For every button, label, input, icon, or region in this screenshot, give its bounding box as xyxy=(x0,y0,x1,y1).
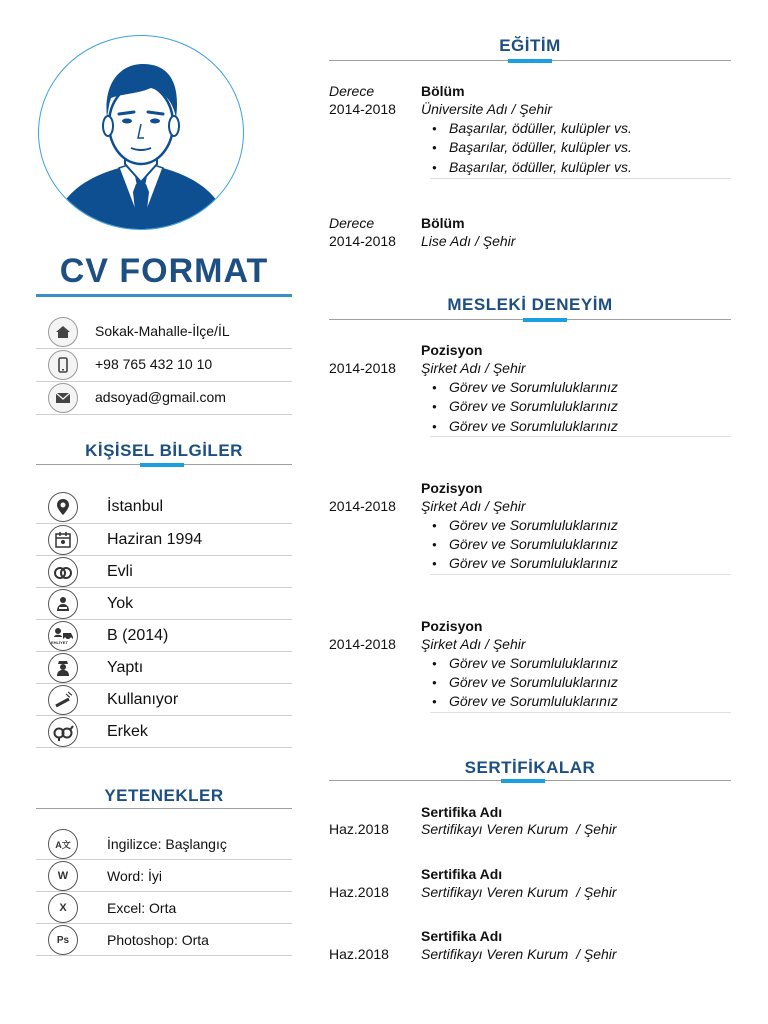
personal-info-row xyxy=(36,524,292,555)
license-badge-label: EHLİYET xyxy=(51,640,68,645)
children-icon xyxy=(48,589,78,619)
education-section-title: EĞİTİM xyxy=(499,36,561,55)
mail-icon xyxy=(48,383,78,413)
city-value: İstanbul xyxy=(107,498,164,515)
certificate-name: Sertifika Adı xyxy=(421,928,503,944)
children-value: Yok xyxy=(107,595,134,612)
translate-icon: A文 xyxy=(48,829,78,859)
driving-license-icon xyxy=(48,621,78,651)
education-bullet: ● Başarılar, ödüller, kulüpler vs. xyxy=(449,139,632,155)
smoking-value: Kullanıyor xyxy=(107,691,179,708)
phone-icon xyxy=(48,350,78,380)
experience-bullet: ● Görev ve Sorumluluklarınız xyxy=(449,555,618,571)
experience-company: Şirket Adı / Şehir xyxy=(421,498,526,514)
contact-list xyxy=(36,315,292,415)
skills-section-title: YETENEKLER xyxy=(104,786,224,805)
experience-bullet: ● Görev ve Sorumluluklarınız xyxy=(449,655,618,671)
contact-row xyxy=(36,382,292,414)
skill-photoshop: Photoshop: Orta xyxy=(107,932,209,948)
certificate-issuer: Sertifikayı Veren Kurum / Şehir xyxy=(421,946,617,962)
personal-info-row xyxy=(36,652,292,683)
certificate-date: Haz.2018 xyxy=(329,884,389,900)
education-bullet: ● Başarılar, ödüller, kulüpler vs. xyxy=(449,159,632,175)
personal-info-row xyxy=(36,491,292,523)
contact-row xyxy=(36,315,292,348)
personal-section-title: KİŞİSEL BİLGİLER xyxy=(85,441,243,460)
photoshop-icon: Ps xyxy=(48,925,78,955)
education-field: Bölüm xyxy=(421,215,465,231)
experience-years: 2014-2018 xyxy=(329,498,396,514)
rings-icon xyxy=(48,557,78,587)
skill-row xyxy=(36,828,292,859)
education-years: 2014-2018 xyxy=(329,101,396,117)
gender-icon xyxy=(48,717,78,747)
contact-row xyxy=(36,349,292,381)
certificate-name: Sertifika Adı xyxy=(421,866,503,882)
row-divider xyxy=(36,747,292,748)
experience-bullet: ● Görev ve Sorumluluklarınız xyxy=(449,517,618,533)
profile-avatar xyxy=(38,35,244,230)
gender-value: Erkek xyxy=(107,723,148,740)
education-degree: Derece xyxy=(329,215,375,231)
personal-info-row xyxy=(36,620,292,651)
education-school: Lise Adı / Şehir xyxy=(421,233,516,249)
certificate-date: Haz.2018 xyxy=(329,946,389,962)
person-illustration-icon xyxy=(39,36,243,229)
word-icon: W xyxy=(48,861,78,891)
experience-bullet: ● Görev ve Sorumluluklarınız xyxy=(449,536,618,552)
contact-phone[interactable]: +98 765 432 10 10 xyxy=(95,356,213,372)
experience-company: Şirket Adı / Şehir xyxy=(421,636,526,652)
entry-divider xyxy=(430,574,731,575)
cv-name-title: CV FORMAT xyxy=(59,252,269,290)
entry-divider xyxy=(430,712,731,713)
contact-email[interactable]: adsoyad@gmail.com xyxy=(95,389,226,405)
experience-section-title: MESLEKİ DENEYİM xyxy=(447,295,613,314)
experience-bullet: ● Görev ve Sorumluluklarınız xyxy=(449,398,618,414)
home-icon xyxy=(48,317,78,347)
experience-position: Pozisyon xyxy=(421,480,483,496)
soldier-icon xyxy=(48,653,78,683)
section-accent xyxy=(523,318,567,322)
certificates-section-title: SERTİFİKALAR xyxy=(464,758,596,777)
excel-icon: X xyxy=(48,893,78,923)
contact-address: Sokak-Mahalle-İlçe/İL xyxy=(95,323,230,339)
experience-bullet: ● Görev ve Sorumluluklarınız xyxy=(449,693,618,709)
section-accent xyxy=(508,59,552,63)
experience-company: Şirket Adı / Şehir xyxy=(421,360,526,376)
section-accent xyxy=(140,463,184,467)
license-value: B (2014) xyxy=(107,627,169,644)
skill-word: Word: İyi xyxy=(107,868,162,884)
experience-bullet: ● Görev ve Sorumluluklarınız xyxy=(449,674,618,690)
birth-date-value: Haziran 1994 xyxy=(107,531,203,548)
military-service-value: Yaptı xyxy=(107,659,144,676)
calendar-icon xyxy=(48,525,78,555)
education-years: 2014-2018 xyxy=(329,233,396,249)
certificate-issuer: Sertifikayı Veren Kurum / Şehir xyxy=(421,821,617,837)
experience-bullet: ● Görev ve Sorumluluklarınız xyxy=(449,379,618,395)
personal-info-list xyxy=(36,491,292,748)
experience-years: 2014-2018 xyxy=(329,636,396,652)
personal-info-row xyxy=(36,556,292,587)
certificate-issuer: Sertifikayı Veren Kurum / Şehir xyxy=(421,884,617,900)
certificate-name: Sertifika Adı xyxy=(421,804,503,820)
education-bullet: ● Başarılar, ödüller, kulüpler vs. xyxy=(449,120,632,136)
experience-position: Pozisyon xyxy=(421,342,483,358)
row-divider xyxy=(36,955,292,956)
skills-list xyxy=(36,828,292,956)
skill-row xyxy=(36,860,292,891)
row-divider xyxy=(36,414,292,415)
education-school: Üniversite Adı / Şehir xyxy=(421,101,552,117)
education-degree: Derece xyxy=(329,83,375,99)
experience-position: Pozisyon xyxy=(421,618,483,634)
certificate-date: Haz.2018 xyxy=(329,821,389,837)
personal-info-row xyxy=(36,716,292,747)
marital-status-value: Evli xyxy=(107,563,133,580)
skill-english: İngilizce: Başlangıç xyxy=(107,836,227,852)
section-rule xyxy=(36,808,292,809)
section-accent xyxy=(501,779,545,783)
personal-info-row xyxy=(36,684,292,715)
entry-divider xyxy=(430,436,731,437)
education-field: Bölüm xyxy=(421,83,465,99)
skill-row xyxy=(36,924,292,955)
skill-excel: Excel: Orta xyxy=(107,900,177,916)
skill-row xyxy=(36,892,292,923)
location-pin-icon xyxy=(48,492,78,522)
entry-divider xyxy=(430,178,731,179)
experience-bullet: ● Görev ve Sorumluluklarınız xyxy=(449,418,618,434)
name-underline xyxy=(36,294,292,297)
personal-info-row xyxy=(36,588,292,619)
smoking-icon xyxy=(48,685,78,715)
experience-years: 2014-2018 xyxy=(329,360,396,376)
